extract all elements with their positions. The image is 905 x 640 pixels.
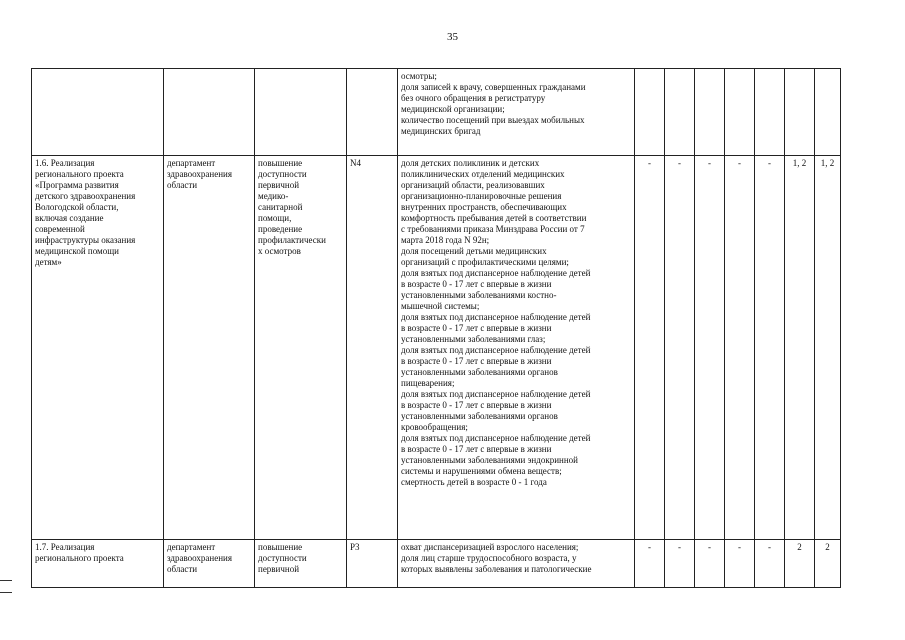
text-line: повышение xyxy=(258,158,303,168)
text-line: области xyxy=(167,180,198,190)
text-line: без очного обращения в регистратуру xyxy=(401,93,546,103)
text-line: количество посещений при выездах мобильных xyxy=(401,115,585,125)
text-line: включая создание xyxy=(35,213,104,223)
year-value-cell: - xyxy=(635,540,665,588)
text-line: которых выявлены заболевания и патологические xyxy=(401,564,592,574)
text-line: организаций с профилактическими целями; xyxy=(401,257,569,267)
text-line: здравоохранения xyxy=(167,169,233,179)
text-line: в возрасте 0 - 17 лет с впервые в жизни xyxy=(401,400,552,410)
text-line: медицинских бригад xyxy=(401,126,481,136)
text-line: детям» xyxy=(35,257,62,267)
text-line: с требованиями приказа Минздрава России от 7 xyxy=(401,224,585,234)
table-row xyxy=(32,540,841,588)
text-line: доля взятых под диспансерное наблюдение детей xyxy=(401,433,591,443)
text-line: здравоохранения xyxy=(167,553,233,563)
expected-result-cell xyxy=(255,156,347,540)
text-line: организационно-планировочные решения xyxy=(401,191,562,201)
year-value-cell: 2 xyxy=(785,540,815,588)
expected-result-cell xyxy=(255,540,347,588)
text-line: в возрасте 0 - 17 лет с впервые в жизни xyxy=(401,323,552,333)
text-line: повышение xyxy=(258,542,303,552)
text-line: мышечной системы; xyxy=(401,301,480,311)
text-line: первичной xyxy=(258,180,300,190)
text-line: смертность детей в возрасте 0 - 1 года xyxy=(401,477,547,487)
text-line: доля взятых под диспансерное наблюдение детей xyxy=(401,312,591,322)
year-value-cell xyxy=(635,69,665,156)
year-value-cell: 1, 2 xyxy=(815,156,841,540)
text-line: х осмотров xyxy=(258,246,301,256)
text-line: установленными заболеваниями глаз; xyxy=(401,334,546,344)
text-line: департамент xyxy=(167,542,216,552)
text-line: медицинской организации; xyxy=(401,104,505,114)
text-line: медико- xyxy=(258,191,289,201)
responsible-executor-cell xyxy=(164,69,255,156)
table-row xyxy=(32,156,841,540)
year-value-cell: - xyxy=(725,540,755,588)
text-line: доля взятых под диспансерное наблюдение детей xyxy=(401,345,591,355)
year-value-cell: - xyxy=(665,156,695,540)
text-line: детского здравоохранения xyxy=(35,191,136,201)
text-line: кровообращения; xyxy=(401,422,468,432)
text-line: доля записей к врачу, совершенных гражданами xyxy=(401,82,586,92)
text-line: регионального проекта xyxy=(35,169,124,179)
indicators-cell xyxy=(398,156,635,540)
text-line: организаций области, реализовавших xyxy=(401,180,545,190)
measure-name-cell xyxy=(32,69,164,156)
text-line: осмотры; xyxy=(401,71,437,81)
year-value-cell: 2 xyxy=(815,540,841,588)
text-line: первичной xyxy=(258,564,300,574)
responsible-executor-cell xyxy=(164,540,255,588)
text-line: внутренних пространств, обеспечивающих xyxy=(401,202,567,212)
text-line: Вологодской области, xyxy=(35,202,119,212)
measure-name-cell xyxy=(32,156,164,540)
page-number: 35 xyxy=(447,31,458,43)
text-line: современной xyxy=(35,224,85,234)
text-line: доля посещений детьми медицинских xyxy=(401,246,547,256)
text-line: доля взятых под диспансерное наблюдение детей xyxy=(401,389,591,399)
text-line: доля лиц старше трудоспособного возраста, у xyxy=(401,553,577,563)
year-value-cell: - xyxy=(725,156,755,540)
project-code-cell xyxy=(347,69,398,156)
text-line: в возрасте 0 - 17 лет с впервые в жизни xyxy=(401,279,552,289)
year-value-cell: 1, 2 xyxy=(785,156,815,540)
text-line: марта 2018 года N 92н; xyxy=(401,235,490,245)
text-line: доступности xyxy=(258,169,307,179)
year-value-cell: - xyxy=(665,540,695,588)
text-line: установленными заболеваниями эндокринной xyxy=(401,455,578,465)
measures-table xyxy=(31,68,841,588)
text-line: профилактически xyxy=(258,235,326,245)
year-value-cell: - xyxy=(695,156,725,540)
text-line: доля взятых под диспансерное наблюдение детей xyxy=(401,268,591,278)
text-line: в возрасте 0 - 17 лет с впервые в жизни xyxy=(401,444,552,454)
text-line: регионального проекта xyxy=(35,553,124,563)
margin-mark xyxy=(0,592,12,593)
year-value-cell xyxy=(695,69,725,156)
year-value-cell: - xyxy=(755,540,785,588)
text-line: доступности xyxy=(258,553,307,563)
text-line: установленными заболеваниями органов xyxy=(401,367,558,377)
text-line: санитарной xyxy=(258,202,303,212)
expected-result-cell xyxy=(255,69,347,156)
text-line: медицинской помощи xyxy=(35,246,119,256)
year-value-cell xyxy=(755,69,785,156)
text-line: области xyxy=(167,564,198,574)
year-value-cell: - xyxy=(635,156,665,540)
text-line: системы и нарушениями обмена веществ; xyxy=(401,466,562,476)
text-line: 1.6. Реализация xyxy=(35,158,95,168)
year-value-cell: - xyxy=(755,156,785,540)
indicators-cell xyxy=(398,540,635,588)
margin-mark xyxy=(0,580,12,581)
text-line: «Программа развития xyxy=(35,180,119,190)
year-value-cell xyxy=(815,69,841,156)
responsible-executor-cell xyxy=(164,156,255,540)
text-line: помощи, xyxy=(258,213,292,223)
text-line: охват диспансеризацией взрослого населения; xyxy=(401,542,579,552)
year-value-cell: - xyxy=(695,540,725,588)
text-line: в возрасте 0 - 17 лет с впервые в жизни xyxy=(401,356,552,366)
project-code-cell: Р3 xyxy=(347,540,398,588)
text-line: комфортность пребывания детей в соответствии xyxy=(401,213,587,223)
year-value-cell xyxy=(725,69,755,156)
text-line: инфраструктуры оказания xyxy=(35,235,136,245)
text-line: поликлинических отделений медицинских xyxy=(401,169,565,179)
text-line: департамент xyxy=(167,158,216,168)
text-line: пищеварения; xyxy=(401,378,455,388)
table-row xyxy=(32,69,841,156)
text-line: установленными заболеваниями костно- xyxy=(401,290,557,300)
project-code-cell: N4 xyxy=(347,156,398,540)
text-line: 1.7. Реализация xyxy=(35,542,95,552)
measure-name-cell xyxy=(32,540,164,588)
text-line: установленными заболеваниями органов xyxy=(401,411,558,421)
text-line: доля детских поликлиник и детских xyxy=(401,158,540,168)
year-value-cell xyxy=(785,69,815,156)
text-line: проведение xyxy=(258,224,303,234)
year-value-cell xyxy=(665,69,695,156)
indicators-cell xyxy=(398,69,635,156)
